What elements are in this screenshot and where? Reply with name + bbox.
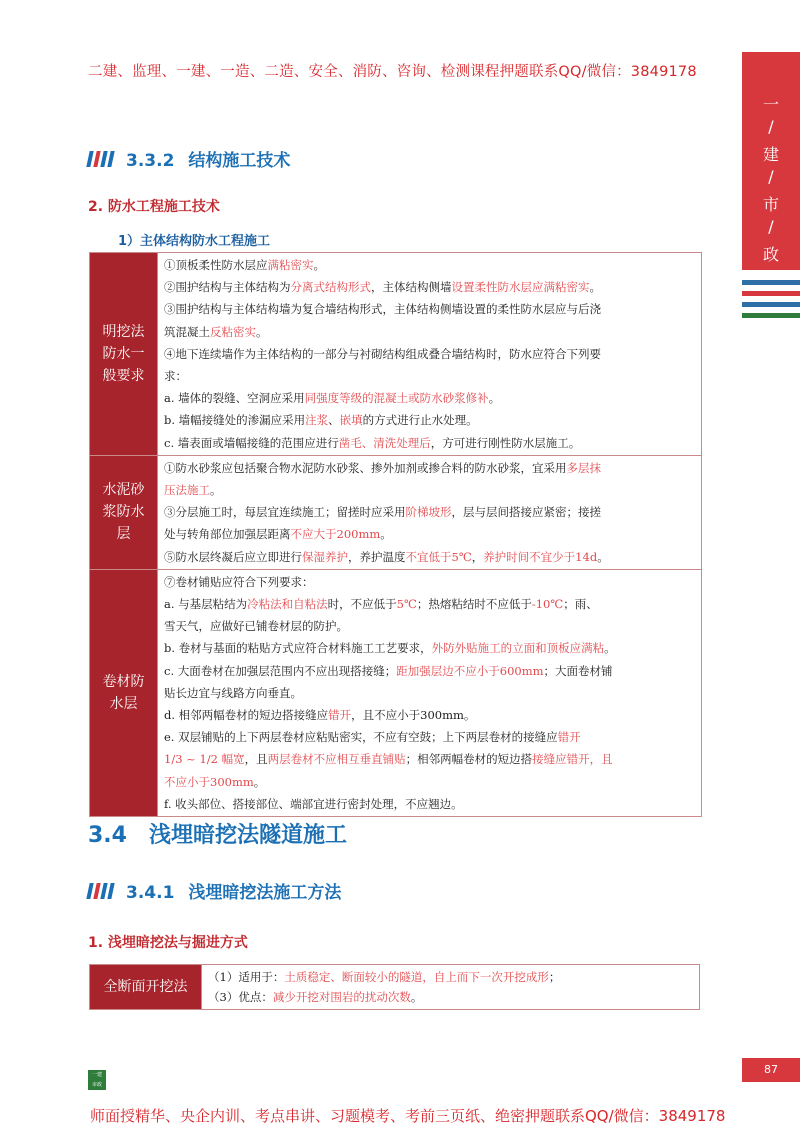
- bottom-banner: 师面授精华、央企内训、考点串讲、习题模考、考前三页纸、绝密押题联系QQ/微信：3849178: [90, 1107, 726, 1125]
- plain-text: 。: [380, 527, 392, 542]
- row-header: 明挖法防水一般要求: [90, 253, 158, 456]
- side-stripe: [742, 302, 800, 307]
- text-line: [164, 682, 695, 704]
- highlighted-text: 减少开挖对围岩的扰动次数: [272, 990, 411, 1004]
- highlighted-text: 不宜低于5℃: [405, 549, 472, 564]
- row-content: [158, 253, 702, 456]
- table-row: [90, 569, 702, 816]
- text-line: [164, 365, 695, 387]
- plain-text: b. 墙幅接缝处的渗漏应采用: [164, 413, 306, 428]
- highlighted-text: 不应小于300mm: [164, 774, 254, 789]
- table-row: [90, 965, 700, 1010]
- highlighted-text: 错开: [557, 730, 581, 745]
- plain-text: 。: [313, 258, 325, 272]
- plain-text: 。: [253, 774, 266, 789]
- highlighted-text: 满粘密实: [267, 258, 314, 272]
- highlighted-text: 压法施工: [164, 483, 210, 498]
- text-line: [208, 967, 693, 987]
- plain-text: f. 收头部位、搭接部位、端部宜进行密封处理，不应翘边。: [164, 796, 463, 811]
- plain-text: ；: [548, 970, 561, 984]
- highlighted-text: 多层抹: [566, 460, 601, 475]
- plain-text: 处与转角部位加强层距离: [164, 527, 291, 542]
- plain-text: （1）适用于：: [208, 970, 285, 984]
- plain-text: 。: [597, 549, 609, 564]
- plain-text: ；大面卷材铺: [543, 663, 613, 678]
- plain-text: 筑混凝土: [164, 324, 210, 339]
- plain-text: ①顶板柔性防水层应: [164, 258, 268, 272]
- highlighted-text: 接缝应错开，且: [532, 752, 613, 767]
- side-stripe: [742, 280, 800, 285]
- text-line: [164, 726, 695, 748]
- plain-text: ，且: [244, 752, 268, 767]
- text-line: [208, 987, 693, 1007]
- section-heading-341: [88, 878, 341, 903]
- highlighted-text: 同强度等级的混凝土或防水砂浆修补: [304, 391, 489, 406]
- text-line: [164, 298, 695, 320]
- plain-text: ，且不应小于300mm。: [351, 708, 476, 723]
- waterproof-table: [89, 252, 702, 817]
- plain-text: 。: [589, 280, 601, 295]
- text-line: [164, 593, 695, 615]
- row-content: [158, 455, 702, 569]
- text-line: [164, 660, 695, 682]
- highlighted-text: 外防外贴施工的立面和顶板应满粘: [431, 641, 605, 656]
- plain-text: 求：: [164, 369, 187, 384]
- plain-text: 。: [410, 990, 423, 1004]
- plain-text: ④地下连续墙作为主体结构的一部分与衬砌结构组成叠合墙结构时，防水应符合下列要: [164, 346, 601, 361]
- plain-text: ①防水砂浆应包括聚合物水泥防水砂浆、掺外加剂或掺合料的防水砂浆，宜采用: [164, 460, 567, 475]
- plain-text: 。: [604, 641, 616, 656]
- highlighted-text: 土质稳定、断面较小的隧道，自上而下一次开挖成形: [284, 970, 549, 984]
- section-heading-332: [88, 146, 290, 171]
- highlighted-text: 距加强层边不应小于600mm: [396, 663, 544, 678]
- text-line: [164, 571, 695, 593]
- plain-text: 。: [256, 324, 268, 339]
- plain-text: 雪天气，应做好已铺卷材层的防护。: [164, 619, 348, 634]
- plain-text: ⑦卷材铺贴应符合下列要求：: [164, 574, 314, 589]
- plain-text: ，: [471, 549, 484, 564]
- bars-icon: [88, 883, 116, 899]
- plain-text: ，养护温度: [348, 549, 406, 564]
- plain-text: e. 双层铺贴的上下两层卷材应粘贴密实，不应有空鼓；上下两层卷材的接缝应: [164, 730, 558, 745]
- row-content: [158, 569, 702, 816]
- bars-icon: [88, 151, 116, 167]
- highlighted-text: 分离式结构形式: [290, 280, 371, 295]
- plain-text: 贴长边宜与线路方向垂直。: [164, 685, 302, 700]
- highlighted-text: 注浆: [305, 413, 329, 428]
- plain-text: 。: [210, 483, 222, 498]
- plain-text: b. 卷材与基面的粘贴方式应符合材料施工工艺要求，: [164, 641, 432, 656]
- table-row: [90, 253, 702, 456]
- section-title: 浅埋暗挖法施工方法: [188, 883, 342, 903]
- text-line: [164, 479, 695, 501]
- plain-text: 、: [328, 413, 340, 428]
- highlighted-text: 保湿养护: [302, 549, 348, 564]
- highlighted-text: 错开: [328, 708, 352, 723]
- highlighted-text: 反粘密实: [210, 324, 256, 339]
- side-tab-char: 市: [762, 195, 779, 214]
- plain-text: ；热熔粘结时不应低于: [416, 597, 532, 612]
- text-line: [164, 276, 695, 298]
- section-title: 结构施工技术: [188, 151, 291, 171]
- plain-text: ③分层施工时，每层宜连续施工；留搓时应采用: [164, 505, 406, 520]
- plain-text: ，层与层间搭接应紧密；接搓: [451, 505, 601, 520]
- logo-text: 市政: [91, 1082, 102, 1088]
- plain-text: 时，不应低于: [327, 597, 397, 612]
- side-tab-char: 一: [762, 95, 779, 114]
- highlighted-text: 1/3 ~ 1/2 幅宽: [164, 752, 245, 767]
- plain-text: d. 相邻两幅卷材的短边搭接缝应: [164, 708, 329, 723]
- plain-text: ③围护结构与主体结构墙为复合墙结构形式，主体结构侧墙设置的柔性防水层应与后浇: [164, 302, 601, 317]
- excavation-table: [89, 964, 700, 1010]
- row-header: 水泥砂浆防水层: [90, 455, 158, 569]
- table-row: [90, 455, 702, 569]
- plain-text: （3）优点：: [208, 990, 273, 1004]
- text-line: [164, 432, 695, 454]
- heading-main-structure: 1）主体结构防水工程施工: [118, 234, 271, 249]
- plain-text: 。: [488, 391, 501, 406]
- text-line: [164, 254, 695, 276]
- heading-waterproof: 2. 防水工程施工技术: [88, 199, 220, 215]
- side-tab-char: 建: [762, 145, 779, 164]
- highlighted-text: 设置柔性防水层应满粘密实: [451, 280, 590, 295]
- plain-text: c. 墙表面或墙幅接缝的范围应进行: [164, 435, 339, 450]
- plain-text: ，方可进行刚性防水层施工。: [430, 435, 581, 450]
- side-stripe: [742, 313, 800, 318]
- text-line: [164, 704, 695, 726]
- highlighted-text: 阶梯坡形: [405, 505, 452, 520]
- text-line: [164, 343, 695, 365]
- text-line: [164, 546, 695, 568]
- side-tab-char: /: [768, 167, 774, 186]
- section-number: 3.3.2: [126, 151, 175, 171]
- text-line: [164, 387, 695, 409]
- text-line: [164, 457, 695, 479]
- row-header: 全断面开挖法: [90, 965, 202, 1010]
- highlighted-text: 不应大于200mm: [290, 527, 381, 542]
- page-number: 87: [742, 1058, 800, 1082]
- text-line: [164, 748, 695, 770]
- major-heading-34: 3.4 浅埋暗挖法隧道施工: [88, 823, 347, 848]
- text-line: [164, 615, 695, 637]
- plain-text: c. 大面卷材在加强层范围内不应出现搭接缝；: [164, 663, 397, 678]
- text-line: [164, 321, 695, 343]
- highlighted-text: -10℃: [531, 597, 564, 612]
- section-number: 3.4.1: [126, 883, 175, 903]
- side-tab-char: 政: [762, 245, 779, 264]
- highlighted-text: 嵌填: [339, 413, 363, 428]
- text-line: [164, 523, 695, 545]
- plain-text: a. 与基层粘结为: [164, 597, 248, 612]
- text-line: [164, 637, 695, 659]
- highlighted-text: 养护时间不宜少于14d: [483, 549, 598, 564]
- plain-text: ；相邻两幅卷材的短边搭: [405, 752, 533, 767]
- heading-shallow-method: 1. 浅埋暗挖法与掘进方式: [88, 935, 248, 951]
- plain-text: 的方式进行止水处理。: [362, 413, 478, 428]
- plain-text: ②围护结构与主体结构为: [164, 280, 291, 295]
- side-tab-char: /: [768, 217, 774, 236]
- highlighted-text: 两层卷材不应相互垂直铺贴: [267, 752, 406, 767]
- highlighted-text: 凿毛、清洗处理后: [338, 435, 431, 450]
- text-line: [164, 771, 695, 793]
- top-banner: 二建、监理、一建、一造、二造、安全、消防、咨询、检测课程押题联系QQ/微信：3849178: [88, 64, 697, 80]
- highlighted-text: 冷粘法和自粘法: [247, 597, 328, 612]
- highlighted-text: 5℃: [396, 597, 417, 612]
- side-tab-char: /: [768, 117, 774, 136]
- text-line: [164, 501, 695, 523]
- plain-text: ⑤防水层终凝后应立即进行: [164, 549, 302, 564]
- text-line: [164, 793, 695, 815]
- side-tab: [742, 52, 800, 270]
- plain-text: ；雨、: [563, 597, 598, 612]
- side-stripe: [742, 291, 800, 296]
- plain-text: ，主体结构侧墙: [371, 280, 452, 295]
- side-color-stripes: [742, 280, 800, 324]
- logo-icon: [88, 1070, 106, 1090]
- row-content: [202, 965, 700, 1010]
- logo-text: 一建: [91, 1072, 102, 1078]
- text-line: [164, 409, 695, 431]
- row-header: 卷材防水层: [90, 569, 158, 816]
- plain-text: a. 墙体的裂缝、空洞应采用: [164, 391, 305, 406]
